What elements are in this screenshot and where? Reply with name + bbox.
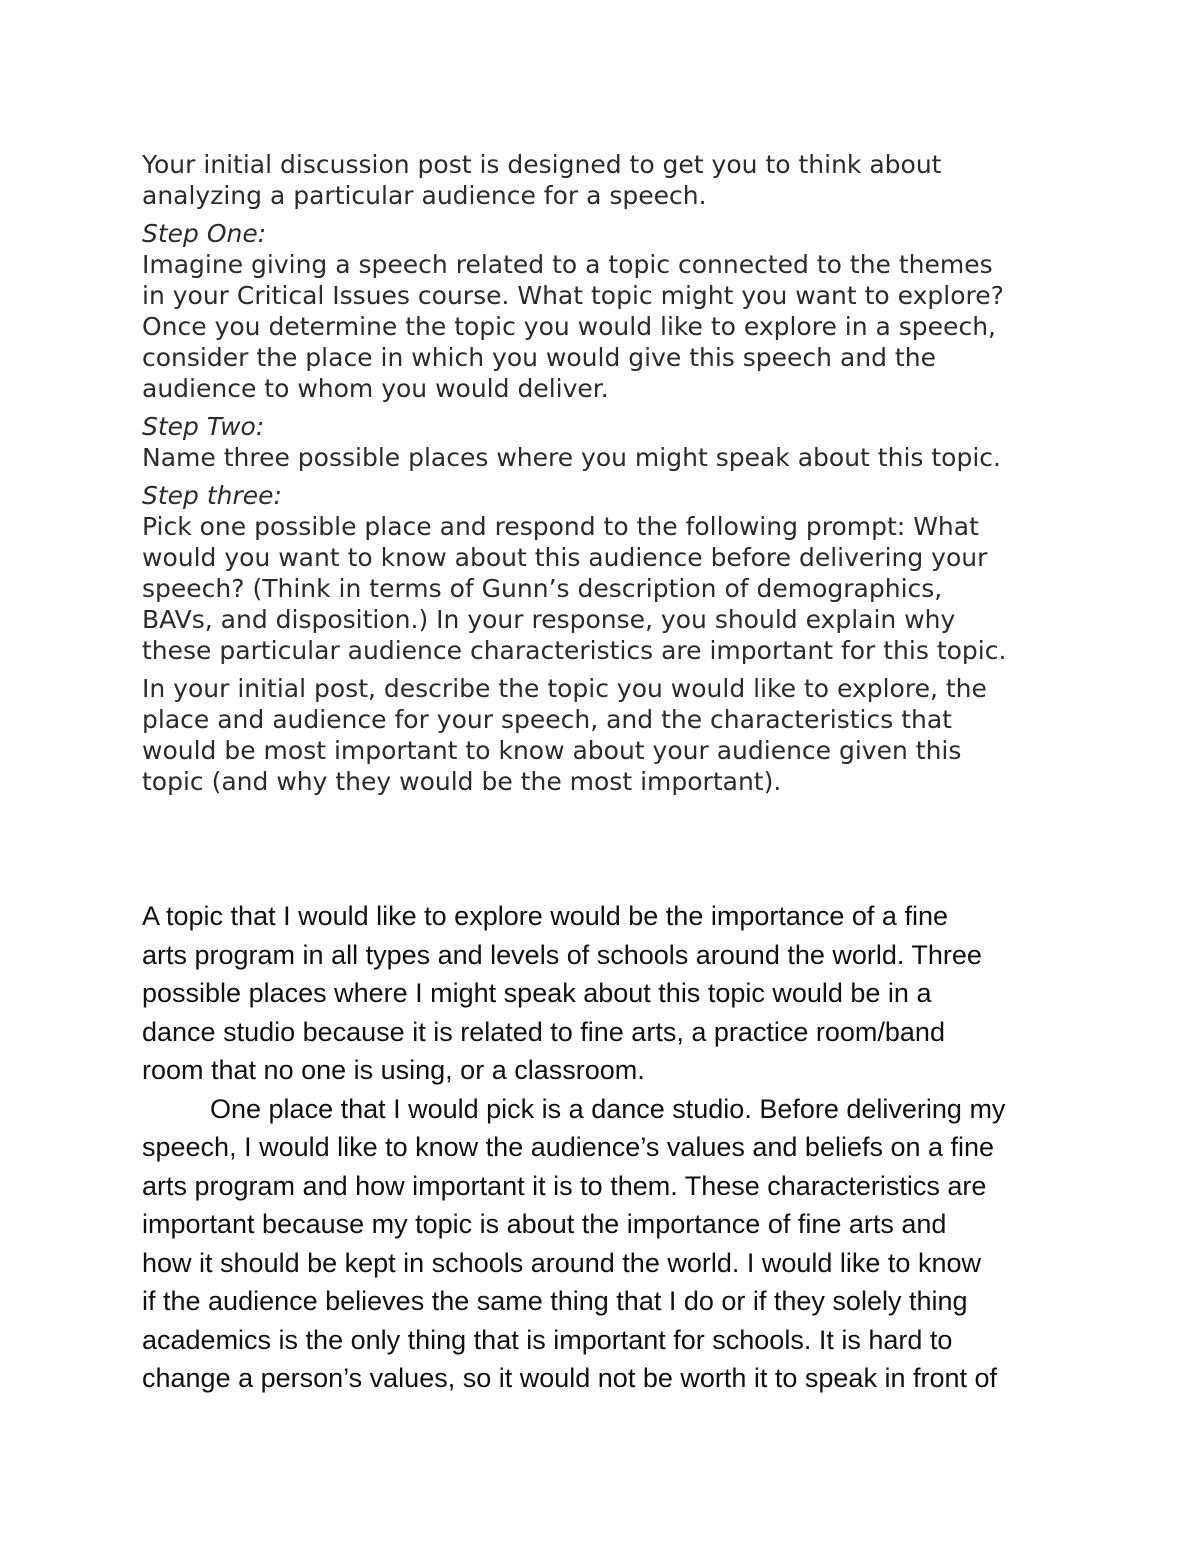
response-paragraph-two — [142, 1090, 1072, 1398]
text-line: possible places where I might speak about this topic would be in a — [142, 978, 932, 1008]
prompt-intro — [142, 149, 1072, 211]
text-line: In your initial post, describe the topic you would like to explore, the — [142, 674, 987, 703]
text-line: how it should be kept in schools around the world. I would like to know — [142, 1247, 981, 1278]
text-line: would be most important to know about your audience given this — [142, 736, 962, 765]
text-line: analyzing a particular audience for a speech. — [142, 181, 707, 210]
text-line: place and audience for your speech, and the characteristics that — [142, 705, 952, 734]
text-line: consider the place in which you would give this speech and the — [142, 343, 936, 372]
text-line: if the audience believes the same thing that I do or if they solely thing — [142, 1286, 968, 1316]
text-line: speech, I would like to know the audience’s values and beliefs on a fine — [142, 1132, 995, 1162]
step-three-heading: Step three: — [142, 481, 282, 510]
text-line: topic (and why they would be the most important). — [142, 767, 782, 796]
text-line: Once you determine the topic you would like to explore in a speech, — [142, 312, 996, 341]
text-line: BAVs, and disposition.) In your response, you should explain why — [142, 605, 956, 634]
step-three-body — [142, 511, 1072, 666]
assignment-prompt — [142, 149, 1072, 804]
step-two-body — [142, 442, 1072, 473]
response-paragraph-one — [142, 897, 1072, 1090]
step-two-heading: Step Two: — [142, 412, 265, 441]
text-line: change a person’s values, so it would not be worth it to speak in front of — [142, 1363, 998, 1393]
prompt-closing — [142, 673, 1072, 797]
text-line: speech? (Think in terms of Gunn’s description of demographics, — [142, 574, 943, 603]
text-line: important because my topic is about the importance of fine arts and — [142, 1209, 947, 1239]
text-line: audience to whom you would deliver. — [142, 374, 609, 403]
student-response — [142, 897, 1072, 1398]
step-one-body — [142, 249, 1072, 404]
text-line: dance studio because it is related to fine arts, a practice room/band — [142, 1016, 945, 1047]
text-line: Name three possible places where you might speak about this topic. — [142, 443, 1001, 472]
text-line: arts program and how important it is to them. These characteristics are — [142, 1170, 987, 1201]
text-line: in your Critical Issues course. What topic might you want to explore? — [142, 281, 1004, 310]
text-line: would you want to know about this audience before delivering your — [142, 543, 988, 572]
text-line: Pick one possible place and respond to the following prompt: What — [142, 512, 979, 541]
text-line: A topic that I would like to explore would be the importance of a fine — [142, 901, 948, 931]
text-line: Your initial discussion post is designed to get you to think about — [142, 150, 942, 179]
step-one-heading: Step One: — [142, 219, 267, 248]
text-line: arts program in all types and levels of schools around the world. Three — [142, 939, 982, 970]
text-line: room that no one is using, or a classroom. — [142, 1055, 645, 1085]
text-line: these particular audience characteristics are important for this topic. — [142, 636, 1007, 665]
text-line: academics is the only thing that is important for schools. It is hard to — [142, 1324, 953, 1355]
text-line: Imagine giving a speech related to a topic connected to the themes — [142, 250, 993, 279]
text-line: One place that I would pick is a dance studio. Before delivering my — [210, 1093, 1006, 1124]
